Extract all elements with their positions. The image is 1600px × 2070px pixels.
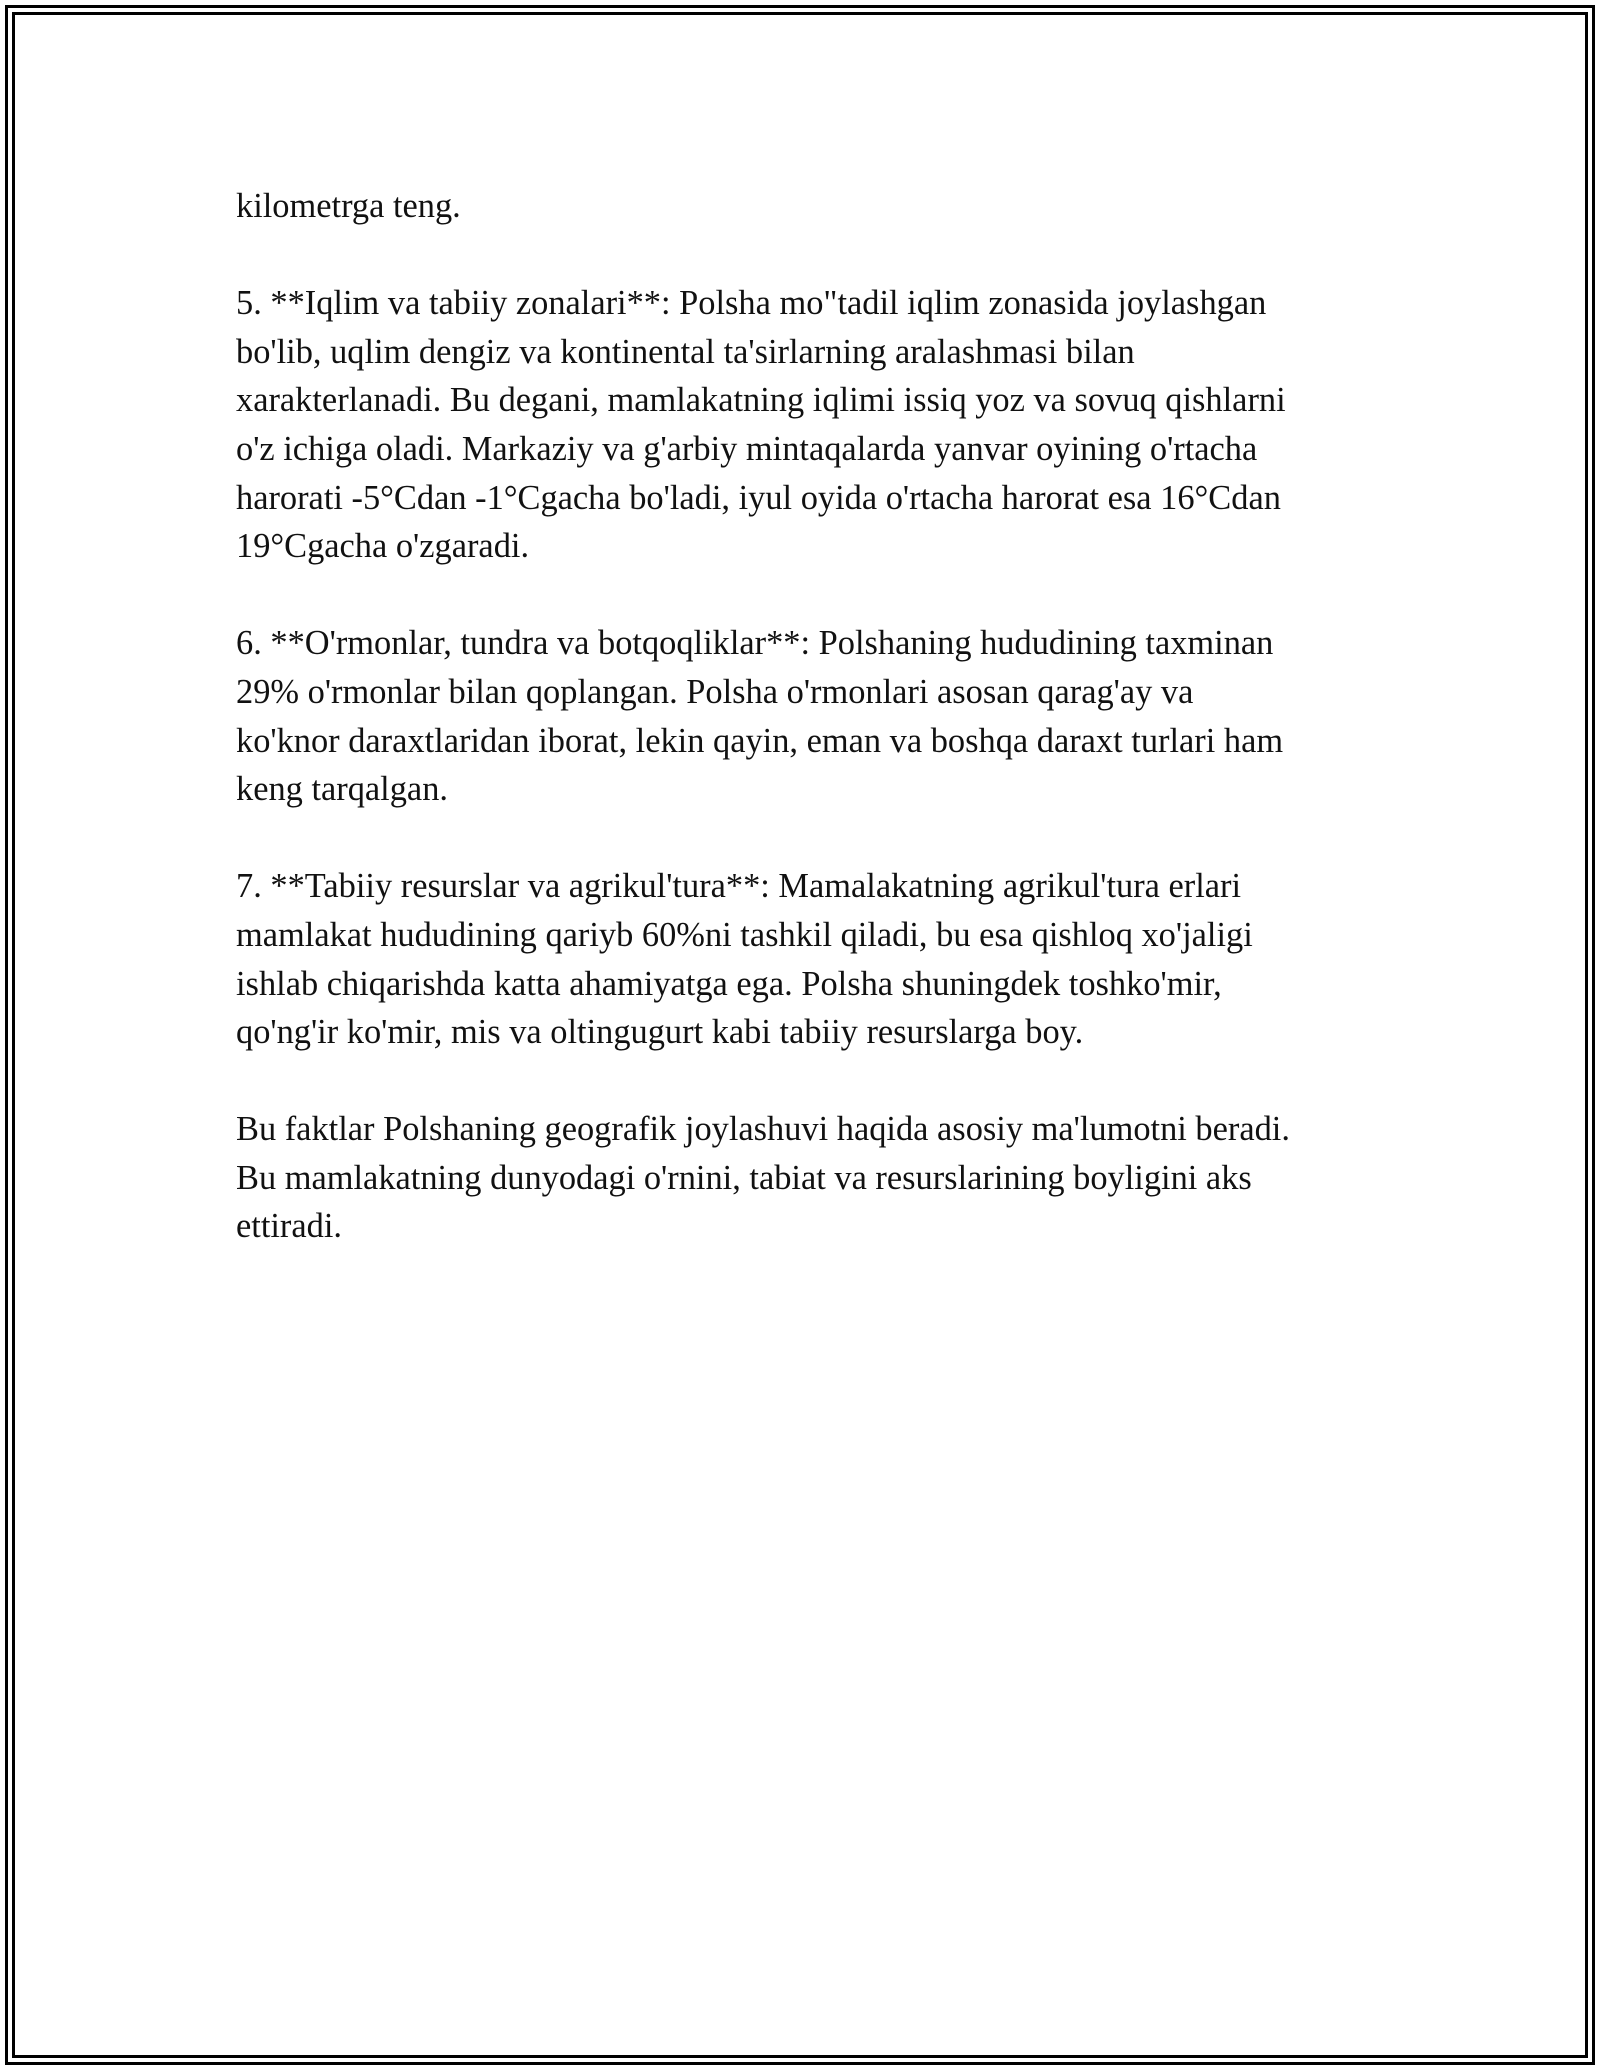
paragraph-continuation: kilometrga teng.	[236, 187, 461, 225]
document-body	[236, 182, 1366, 1300]
paragraph-climate: 5. **Iqlim va tabiiy zonalari**: Polsha mo"tadil iqlim zonasida joylashgan bo'lib, uqlim dengiz va kontinental ta'sirlarning aralashmasi bilan xarakterlanadi. Bu degani, mamlakatning iqlimi issiq yoz va sovuq qishlarni o'z ichiga oladi. Markaziy va g'arbiy mintaqalarda yanvar oyining o'rtacha harorati -5°Cdan -1°Cgacha bo'ladi, iyul oyida o'rtacha harorat esa 16°Cdan 19°Cgacha o'zgaradi.	[236, 284, 1286, 566]
paragraph-resources: 7. **Tabiiy resurslar va agrikul'tura**: Mamalakatning agrikul'tura erlari mamlakat hududining qariyb 60%ni tashkil qiladi, bu esa qishloq xo'jaligi ishlab chiqarishda katta ahamiyatga ega. Polsha shuningdek toshko'mir, qo'ng'ir ko'mir, mis va oltingugurt kabi tabiiy resurslarga boy.	[236, 867, 1253, 1052]
paragraph-conclusion: Bu faktlar Polshaning geografik joylashuvi haqida asosiy ma'lumotni beradi. Bu mamlakatning dunyodagi o'rnini, tabiat va resurslarining boyligini aks ettiradi.	[236, 1110, 1290, 1246]
paragraph-forests: 6. **O'rmonlar, tundra va botqoqliklar**: Polshaning hududining taxminan 29% o'rmonlar bilan qoplangan. Polsha o'rmonlari asosan qarag'ay va ko'knor daraxtlaridan iborat, lekin qayin, eman va boshqa daraxt turlari ham keng tarqalgan.	[236, 624, 1284, 809]
